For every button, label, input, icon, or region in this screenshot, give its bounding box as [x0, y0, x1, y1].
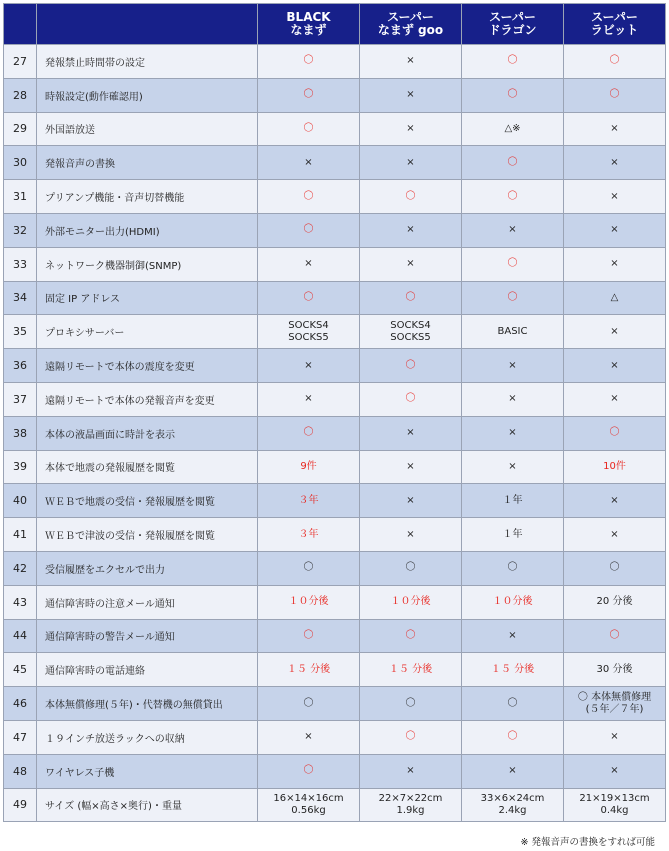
cell-value-line: １年 — [502, 528, 523, 540]
cell-value-line: 〇 — [303, 629, 314, 641]
cell-value-line: × — [610, 359, 619, 371]
feature-label: 通信障害時の注意メール通知 — [37, 585, 258, 619]
cell-value-line: １０分後 — [492, 596, 533, 608]
table-row — [4, 315, 666, 349]
cell-value — [462, 720, 564, 754]
row-number: 34 — [4, 281, 37, 315]
cell-value — [462, 382, 564, 416]
cell-value — [258, 213, 360, 247]
cell-value-line: × — [610, 765, 619, 777]
table-row — [4, 247, 666, 281]
cell-value-line: 〇 — [405, 697, 416, 709]
cell-value-line: × — [610, 156, 619, 168]
cell-value-line: 〇 — [609, 427, 620, 439]
cell-value-line: × — [610, 122, 619, 134]
row-number: 31 — [4, 180, 37, 214]
cell-value — [564, 146, 666, 180]
table-row — [4, 112, 666, 146]
cell-value — [360, 349, 462, 383]
cell-value-line: 〇 — [507, 562, 518, 574]
cell-value — [360, 382, 462, 416]
cell-value-line: × — [508, 427, 517, 439]
cell-value — [564, 213, 666, 247]
cell-value — [462, 619, 564, 653]
cell-value-line: １０分後 — [288, 596, 329, 608]
cell-value-line: SOCKS5 — [288, 331, 329, 343]
cell-value — [462, 484, 564, 518]
feature-label: 外国語放送 — [37, 112, 258, 146]
row-number: 45 — [4, 653, 37, 687]
table-row — [4, 78, 666, 112]
product-name-line: スーパー — [591, 10, 638, 24]
cell-value — [564, 754, 666, 788]
cell-value-line: 10件 — [603, 460, 626, 472]
feature-label: ＷＥＢで津波の受信・発報履歴を閲覧 — [37, 518, 258, 552]
cell-value — [360, 315, 462, 349]
cell-value-line: × — [610, 393, 619, 405]
row-number: 33 — [4, 247, 37, 281]
cell-value — [564, 247, 666, 281]
cell-value — [564, 619, 666, 653]
cell-value-line: 0.4kg — [600, 804, 629, 816]
feature-label: ワイヤレス子機 — [37, 754, 258, 788]
row-number: 32 — [4, 213, 37, 247]
cell-value — [360, 146, 462, 180]
cell-value — [258, 281, 360, 315]
feature-label: プロキシサーバー — [37, 315, 258, 349]
cell-value — [462, 788, 564, 822]
cell-value — [360, 416, 462, 450]
cell-value-line: × — [508, 224, 517, 236]
cell-value-line: × — [610, 325, 619, 337]
cell-value — [462, 416, 564, 450]
product-name-line: なまず goo — [377, 23, 444, 37]
cell-value-line: 〇 — [507, 156, 518, 168]
cell-value-line: × — [508, 359, 517, 371]
cell-value-line: × — [304, 258, 313, 270]
row-number: 27 — [4, 45, 37, 79]
cell-value — [564, 653, 666, 687]
table-body — [4, 45, 666, 822]
feature-label: 発報音声の書換 — [37, 146, 258, 180]
table-row — [4, 518, 666, 552]
cell-value-line: × — [406, 55, 415, 67]
cell-value — [258, 315, 360, 349]
row-number: 40 — [4, 484, 37, 518]
cell-value-line: BASIC — [497, 325, 528, 337]
table-row — [4, 551, 666, 585]
cell-value-line: × — [406, 494, 415, 506]
cell-value-line: 16×14×16cm — [273, 792, 344, 804]
cell-value — [258, 687, 360, 721]
cell-value-line: × — [304, 156, 313, 168]
cell-value-line: 〇 — [303, 190, 314, 202]
cell-value — [360, 281, 462, 315]
feature-label: 本体の液晶画面に時計を表示 — [37, 416, 258, 450]
cell-value-line: × — [304, 393, 313, 405]
cell-value-line: × — [304, 359, 313, 371]
comparison-table — [3, 3, 666, 822]
cell-value — [258, 619, 360, 653]
cell-value-line: × — [406, 427, 415, 439]
feature-label: 遠隔リモートで本体の震度を変更 — [37, 349, 258, 383]
cell-value — [360, 112, 462, 146]
cell-value — [564, 551, 666, 585]
table-row — [4, 687, 666, 721]
feature-label: 発報禁止時間帯の設定 — [37, 45, 258, 79]
cell-value-line: 1.9kg — [396, 804, 425, 816]
cell-value-line: １５ 分後 — [490, 663, 535, 675]
cell-value-line: × — [508, 765, 517, 777]
cell-value-line: 〇 — [609, 562, 620, 574]
cell-value — [564, 687, 666, 721]
row-number: 29 — [4, 112, 37, 146]
cell-value — [360, 754, 462, 788]
cell-value — [360, 180, 462, 214]
cell-value — [564, 416, 666, 450]
product-name-line: BLACK — [286, 10, 331, 24]
cell-value-line: 〇 — [303, 765, 314, 777]
cell-value-line: 〇 — [507, 731, 518, 743]
cell-value — [462, 518, 564, 552]
cell-value — [360, 78, 462, 112]
cell-value-line: × — [406, 122, 415, 134]
cell-value-line: 2.4kg — [498, 804, 527, 816]
cell-value-line: 9件 — [300, 460, 317, 472]
cell-value — [462, 281, 564, 315]
cell-value — [258, 720, 360, 754]
table-row — [4, 450, 666, 484]
cell-value — [564, 518, 666, 552]
cell-value — [564, 180, 666, 214]
cell-value — [564, 484, 666, 518]
table-row — [4, 382, 666, 416]
cell-value — [258, 551, 360, 585]
cell-value — [258, 146, 360, 180]
cell-value-line: × — [304, 731, 313, 743]
row-number: 36 — [4, 349, 37, 383]
cell-value — [564, 788, 666, 822]
row-number: 30 — [4, 146, 37, 180]
cell-value-line: 〇 — [405, 190, 416, 202]
header-product — [258, 4, 360, 45]
cell-value-line: × — [508, 629, 517, 641]
cell-value-line: SOCKS4 — [390, 319, 431, 331]
cell-value — [462, 146, 564, 180]
row-number: 48 — [4, 754, 37, 788]
cell-value — [258, 112, 360, 146]
header-blank-feature — [37, 4, 258, 45]
cell-value — [360, 450, 462, 484]
cell-value — [360, 653, 462, 687]
cell-value — [462, 450, 564, 484]
cell-value — [360, 484, 462, 518]
table-header — [4, 4, 666, 45]
cell-value — [462, 653, 564, 687]
feature-label: 時報設定(動作確認用) — [37, 78, 258, 112]
cell-value — [258, 382, 360, 416]
cell-value-line: 〇 — [609, 629, 620, 641]
cell-value — [564, 349, 666, 383]
cell-value — [258, 585, 360, 619]
table-row — [4, 754, 666, 788]
cell-value — [360, 247, 462, 281]
cell-value — [564, 45, 666, 79]
cell-value-line: 〇 — [405, 731, 416, 743]
row-number: 46 — [4, 687, 37, 721]
cell-value-line: × — [610, 224, 619, 236]
cell-value-line: 〇 — [303, 224, 314, 236]
row-number: 35 — [4, 315, 37, 349]
cell-value — [462, 315, 564, 349]
row-number: 47 — [4, 720, 37, 754]
cell-value — [564, 78, 666, 112]
cell-value-line: 〇 — [405, 562, 416, 574]
cell-value — [258, 45, 360, 79]
feature-label: 受信履歴をエクセルで出力 — [37, 551, 258, 585]
table-row — [4, 281, 666, 315]
table-row — [4, 45, 666, 79]
cell-value — [462, 213, 564, 247]
cell-value — [360, 585, 462, 619]
cell-value-line: × — [508, 460, 517, 472]
cell-value-line: 30 分後 — [596, 663, 633, 675]
cell-value — [564, 382, 666, 416]
footnote: ※ 発報音声の書換をすれば可能 — [520, 837, 655, 848]
cell-value — [564, 450, 666, 484]
table-row — [4, 484, 666, 518]
cell-value — [462, 754, 564, 788]
feature-label: １９インチ放送ラックへの収納 — [37, 720, 258, 754]
cell-value-line: × — [406, 224, 415, 236]
cell-value — [462, 349, 564, 383]
cell-value-line: 20 分後 — [596, 596, 633, 608]
cell-value-line: 〇 — [303, 55, 314, 67]
product-name-line: スーパー — [489, 10, 536, 24]
table-row — [4, 585, 666, 619]
row-number: 28 — [4, 78, 37, 112]
cell-value — [462, 551, 564, 585]
cell-value-line: 〇 — [303, 427, 314, 439]
feature-label: 外部モニター出力(HDMI) — [37, 213, 258, 247]
cell-value — [564, 112, 666, 146]
cell-value-line: 〇 — [405, 359, 416, 371]
product-name-line: ドラゴン — [488, 23, 537, 37]
cell-value-line: 〇 — [609, 89, 620, 101]
cell-value — [258, 450, 360, 484]
cell-value — [564, 720, 666, 754]
table-row — [4, 720, 666, 754]
feature-label: 固定 IP アドレス — [37, 281, 258, 315]
header-product — [360, 4, 462, 45]
cell-value-line: × — [406, 765, 415, 777]
cell-value-line: １５ 分後 — [286, 663, 331, 675]
cell-value — [462, 45, 564, 79]
feature-label: 通信障害時の警告メール通知 — [37, 619, 258, 653]
header-blank-number — [4, 4, 37, 45]
cell-value — [258, 788, 360, 822]
row-number: 44 — [4, 619, 37, 653]
cell-value — [258, 518, 360, 552]
cell-value-line: 〇 — [609, 55, 620, 67]
cell-value-line: × — [406, 89, 415, 101]
row-number: 37 — [4, 382, 37, 416]
cell-value-line: (５年／７年) — [585, 703, 644, 715]
cell-value-line: 〇 — [405, 629, 416, 641]
cell-value-line: 22×7×22cm — [378, 792, 443, 804]
cell-value — [360, 687, 462, 721]
feature-label: 本体で地震の発報履歴を閲覧 — [37, 450, 258, 484]
cell-value-line: 〇 — [507, 89, 518, 101]
cell-value-line: × — [406, 156, 415, 168]
cell-value-line: 〇 — [303, 697, 314, 709]
row-number: 49 — [4, 788, 37, 822]
feature-label: サイズ (幅×高さ×奥行)・重量 — [37, 788, 258, 822]
table-row — [4, 619, 666, 653]
cell-value-line: × — [508, 393, 517, 405]
product-name-line: ラビット — [590, 23, 639, 37]
cell-value-line: 〇 — [507, 697, 518, 709]
cell-value — [258, 349, 360, 383]
cell-value — [462, 180, 564, 214]
row-number: 39 — [4, 450, 37, 484]
cell-value — [564, 585, 666, 619]
table-row — [4, 213, 666, 247]
cell-value — [258, 653, 360, 687]
header-row — [4, 4, 666, 45]
row-number: 38 — [4, 416, 37, 450]
cell-value — [462, 247, 564, 281]
cell-value — [360, 720, 462, 754]
feature-label: 本体無償修理(５年)・代替機の無償貸出 — [37, 687, 258, 721]
cell-value-line: 〇 — [405, 291, 416, 303]
cell-value-line: × — [610, 494, 619, 506]
row-number: 42 — [4, 551, 37, 585]
cell-value-line: 〇 — [303, 291, 314, 303]
cell-value — [258, 180, 360, 214]
feature-label: ＷＥＢで地震の受信・発報履歴を閲覧 — [37, 484, 258, 518]
cell-value-line: 21×19×13cm — [579, 792, 650, 804]
cell-value-line: × — [610, 190, 619, 202]
cell-value-line: × — [406, 528, 415, 540]
cell-value — [360, 551, 462, 585]
feature-label: 遠隔リモートで本体の発報音声を変更 — [37, 382, 258, 416]
row-number: 41 — [4, 518, 37, 552]
cell-value-line: SOCKS5 — [390, 331, 431, 343]
table-row — [4, 180, 666, 214]
cell-value-line: 〇 — [507, 190, 518, 202]
header-product — [564, 4, 666, 45]
cell-value-line: ３年 — [298, 528, 319, 540]
cell-value-line: × — [610, 731, 619, 743]
row-number: 43 — [4, 585, 37, 619]
cell-value-line: × — [610, 258, 619, 270]
cell-value — [360, 788, 462, 822]
cell-value-line: 〇 — [507, 291, 518, 303]
feature-label: プリアンプ機能・音声切替機能 — [37, 180, 258, 214]
cell-value — [258, 754, 360, 788]
cell-value-line: 〇 — [303, 562, 314, 574]
feature-label: 通信障害時の電話連絡 — [37, 653, 258, 687]
cell-value-line: 〇 — [303, 122, 314, 134]
cell-value — [258, 416, 360, 450]
cell-value — [360, 619, 462, 653]
cell-value — [360, 45, 462, 79]
cell-value-line: 〇 本体無償修理 — [577, 691, 652, 703]
cell-value-line: 0.56kg — [291, 804, 326, 816]
table-row — [4, 146, 666, 180]
cell-value-line: 〇 — [507, 258, 518, 270]
table-row — [4, 416, 666, 450]
cell-value-line: × — [406, 258, 415, 270]
header-product — [462, 4, 564, 45]
cell-value-line: × — [610, 528, 619, 540]
cell-value — [258, 78, 360, 112]
cell-value-line: △※ — [504, 122, 521, 134]
cell-value — [360, 213, 462, 247]
cell-value-line: ３年 — [298, 494, 319, 506]
cell-value — [564, 315, 666, 349]
cell-value-line: × — [406, 460, 415, 472]
cell-value — [462, 112, 564, 146]
cell-value-line: １０分後 — [390, 596, 431, 608]
cell-value — [258, 247, 360, 281]
cell-value-line: 33×6×24cm — [480, 792, 545, 804]
cell-value — [360, 518, 462, 552]
table-row — [4, 788, 666, 822]
cell-value — [462, 687, 564, 721]
cell-value — [462, 585, 564, 619]
cell-value — [258, 484, 360, 518]
feature-label: ネットワーク機器制御(SNMP) — [37, 247, 258, 281]
cell-value-line: 〇 — [405, 393, 416, 405]
cell-value-line: 〇 — [507, 55, 518, 67]
cell-value-line: １年 — [502, 494, 523, 506]
cell-value-line: △ — [610, 291, 619, 303]
cell-value — [564, 281, 666, 315]
cell-value — [462, 78, 564, 112]
product-name-line: スーパー — [387, 10, 434, 24]
table-row — [4, 349, 666, 383]
table-row — [4, 653, 666, 687]
cell-value-line: １５ 分後 — [388, 663, 433, 675]
product-name-line: なまず — [290, 23, 327, 37]
cell-value-line: 〇 — [303, 89, 314, 101]
cell-value-line: SOCKS4 — [288, 319, 329, 331]
